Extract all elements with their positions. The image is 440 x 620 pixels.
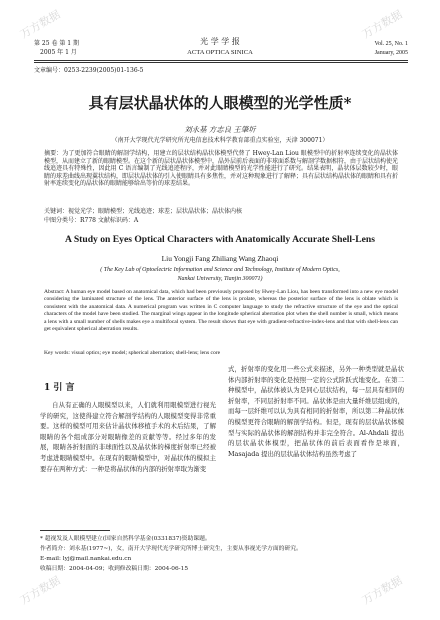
affiliation-en-line2: Nankai University, Tianjin 300071) — [177, 276, 263, 282]
body-column-left: 自从有正确的人眼模型以来，人们就利用眼模型进行视光学的研究，这使得建立符合解剖学结构的人眼模型变得非常重要。这样的模型可用来估计晶状体移植手术的术后结果，了解眼睛的各个组成部分对眼睛像差的贡献等等。经过多年的发展，眼睛各折射面的非球面性以及晶状体的梯度折射率已经被考虑进眼睛模型中。在现有的眼睛模型中，对晶状体的模拟主要存在两种方式：一种是将晶状体的内部的折射率取为渐变 — [40, 401, 216, 473]
affiliation-cn: （南开大学现代光学研究所光电信息技术科学教育部重点实验室，天津 300071） — [111, 137, 329, 144]
journal-name-en: ACTA OPTICA SINICA — [187, 49, 253, 56]
authors-cn: 刘永基 方志良 王肇圻 — [184, 125, 256, 134]
journal-date-cn: 2005 年 1 月 — [40, 49, 77, 56]
clc-number: 中图分类号：R778 文献标识码：A — [44, 217, 139, 224]
header-rule-top — [34, 60, 408, 61]
affiliation-en-line1: ( The Key Lab of Optoelectric Information and Science and Technology, Institute of Modern Optics, — [100, 267, 340, 273]
watermark: 万方数据 — [359, 7, 405, 42]
abstract-cn: 摘要：为了更加符合眼睛的解剖学结构，用建立的层状结构晶状体模型代替了 Hwey-Lan Liou 眼模型中的折射率连续变化的晶状体模型，从而建立了新的眼睛模型。在这个新的层状晶状体模型中，晶外层前后表面的非球面系数与解剖学数据相符，由于层状结构使光线追迹具有特殊性，因此用 C 语言编制了光线追迹程序，并对此眼睛模型的光学性能进行了研究。结果表明，晶状体层数较少时，眼睛的球差曲线出现翼状结构，即层状晶状体的引入使眼睛具有多焦性，并对这种现象进行了解释；具有层状结构晶状体的眼睛和具有折射率连续变化的晶状体的眼睛能够给出等价的球差结果。 — [44, 150, 399, 188]
journal-date-en: January, 2005 — [374, 50, 408, 56]
footnote-rule — [40, 530, 110, 531]
authors-en: Liu Yongji Fang Zhiliang Wang Zhaoqi — [161, 254, 279, 263]
watermark: 万方数据 — [359, 573, 405, 608]
footnotes — [40, 534, 410, 574]
footnote-funding: * 超视发及人眼模型建立(国家自然科学基金(0331837)资助课题。 — [40, 536, 211, 542]
header-rule-bottom — [34, 62, 408, 63]
paper-title: 具有层状晶状体的人眼模型的光学性质* — [88, 94, 352, 112]
journal-name-cn: 光 学 学 报 — [200, 37, 240, 46]
watermark: 万方数据 — [17, 573, 63, 608]
journal-volume-issue: 第 25 卷 第 1 期 — [34, 40, 79, 47]
abstract-en: Abstract: A human eye model based on anatomical data, which had been previously proposed by Hwey-Lan Liou, has been transformed into a new eye model considering the laminated structure of the lens. The anterior surface of the lens is prolate, whereas the posterior surface of the lens is oblate which is consistent with the anatomical data. A numerical program was written in C computer language to study the refractive structure of the eye and the optical characters of the model have been studied. The marginal wings appear in the longitude spherical aberration plot when the shell number is small, which means a lens with a small number of shells makes eye a multifocal system. The result shows that eye with gradient-refractive-index-lens and that with shell-lens can get equivalent spherical aberration results. — [44, 289, 398, 333]
footnote-author-bio: 作者简介：刘永基(1977~)，女，南开大学现代光学研究所博士研究生，主要从事视光学方面的研究。 — [40, 546, 302, 552]
keywords-en: Key words: visual optics; eye model; spherical aberration; shell-lens; lens core — [44, 350, 221, 356]
watermark: 万方数据 — [17, 7, 63, 42]
section-title-introduction: 1 引 言 — [44, 383, 75, 393]
article-id: 文章编号：0253-2239(2005)01-136-5 — [34, 67, 144, 74]
footnote-received-date: 收稿日期：2004-04-09；收到修改稿日期：2004-06-15 — [40, 566, 189, 572]
keywords-cn: 关键词：视觉光学；眼睛模型；光线追迹；球差；层状晶状体；晶状体内核 — [44, 208, 243, 215]
paper-title-en: A Study on Eyes Optical Characters with Anatomically Accurate Shell-Lens — [65, 234, 375, 245]
footnote-email: E-mail: lyj@mail.nankai.edu.cn — [40, 556, 132, 562]
body-column-right: 式，折射率的变化用一些公式来描述，另外一种类型就是晶状体内部折射率的变化是按照一定的公式阶跃式地变化。在第二种模型中，晶状体被认为是同心层状结构，每一层具有相同的折射率，不同层折射率不同。晶状体是由大量纤维层组成的，而每一层纤维可以认为具有相同的折射率，所以第二种晶状体的模型更符合眼睛的解剖学结构。但是，现有的层状晶状体模型与实际的晶状体的解剖结构并非完全符合。Al-Ahdali 提出的层状晶状体模型，把晶状体的前后表面看作是球面，Masajada 提出的层状晶状体结构虽然考虑了 — [228, 365, 404, 458]
journal-volume-en: Vol. 25, No. 1 — [374, 41, 408, 47]
